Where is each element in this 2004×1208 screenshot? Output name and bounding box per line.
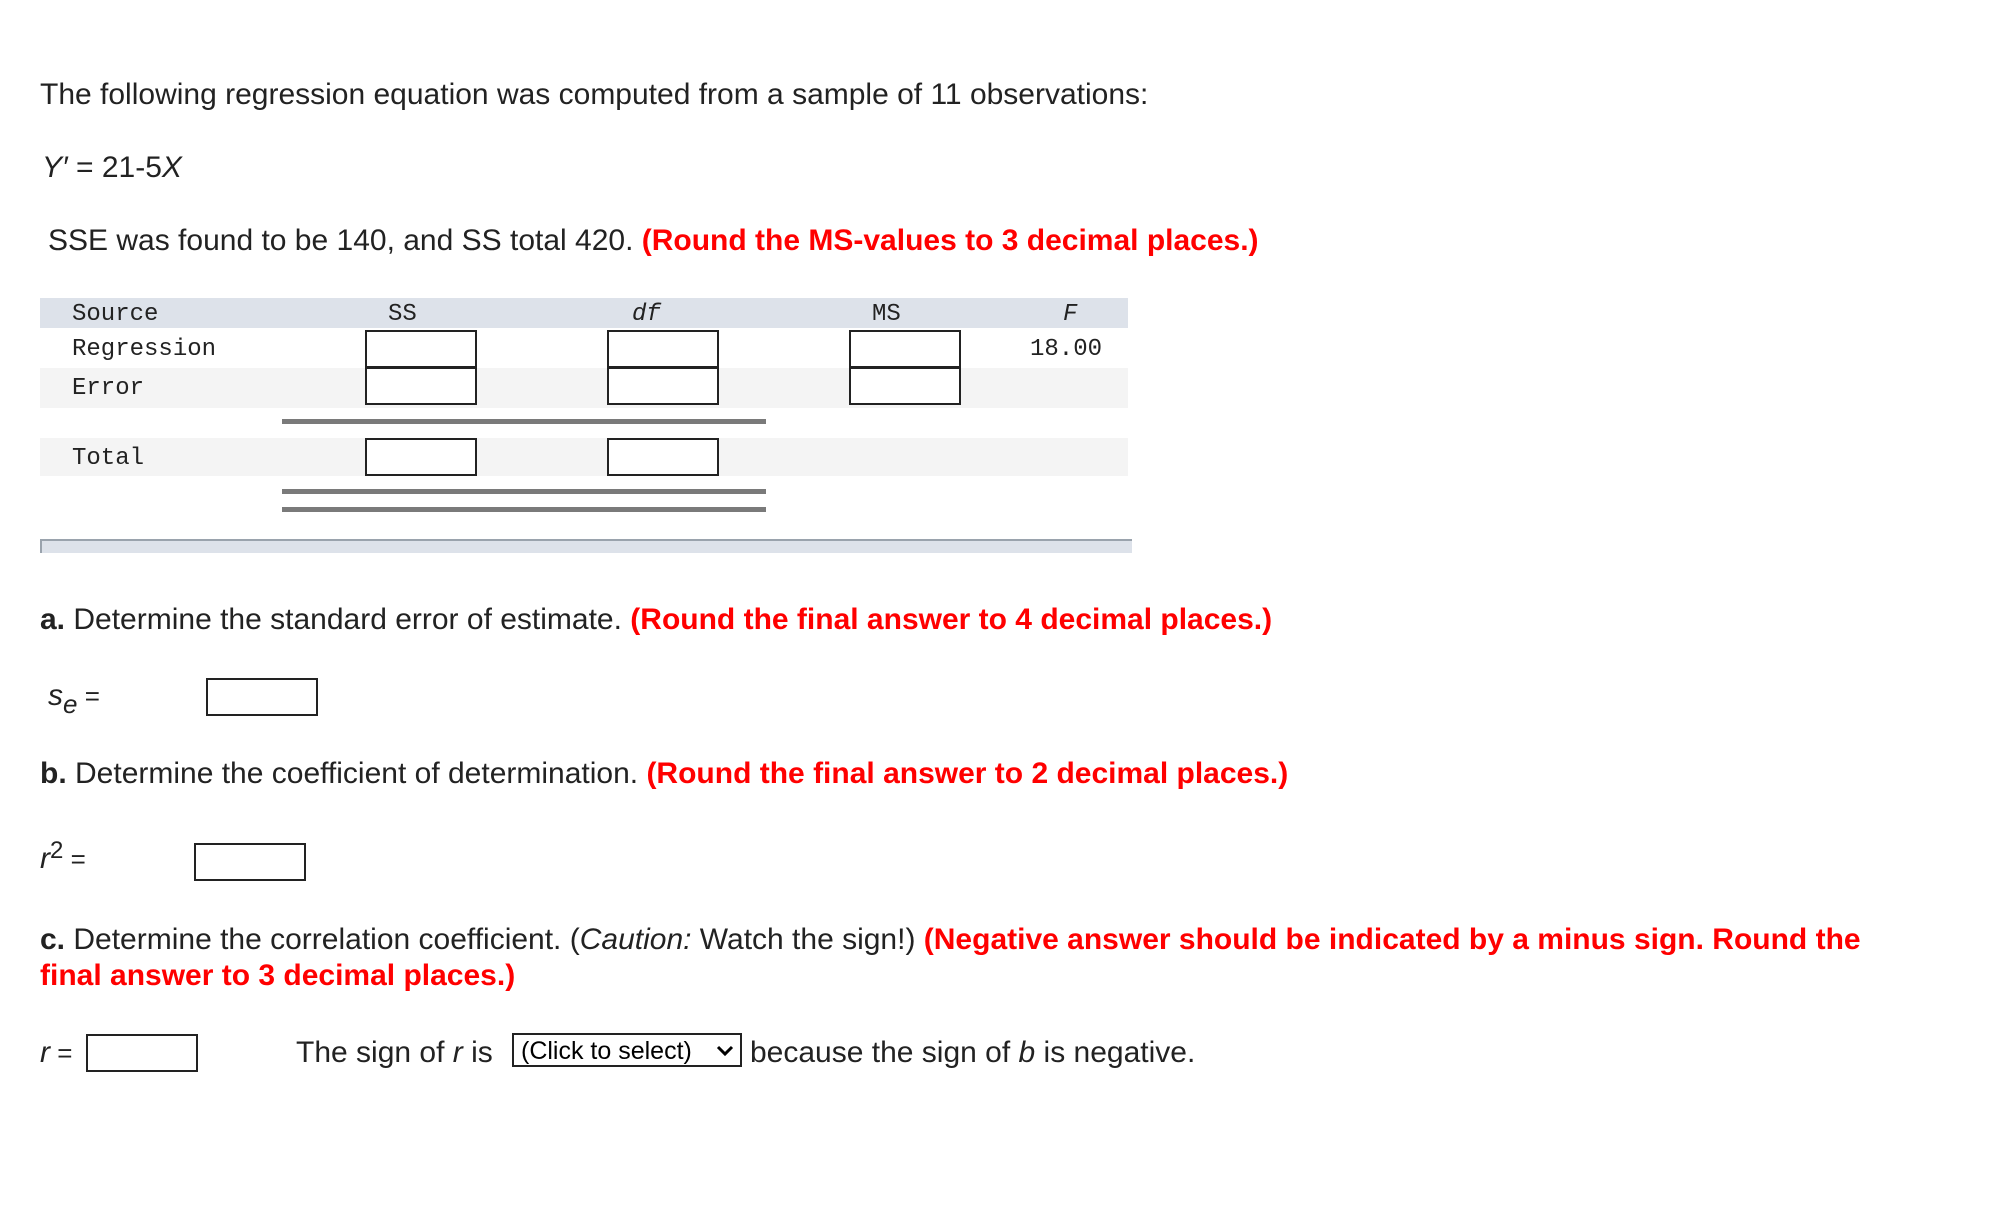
se-subscript: e <box>63 689 78 719</box>
header-source: Source <box>72 301 159 328</box>
table-header-row <box>40 298 1128 328</box>
se-equals: = <box>77 681 100 711</box>
part-c-note-line1: (Negative answer should be indicated by a minus sign. Round the <box>923 923 1861 956</box>
part-c-prompt <box>40 923 1861 957</box>
r-squared-input[interactable] <box>194 843 306 881</box>
total-rule-top <box>282 489 766 494</box>
total-rule-bottom <box>282 507 766 512</box>
r-squared-equals: = <box>63 844 86 874</box>
sum-rule <box>282 419 766 424</box>
regression-ss-input[interactable] <box>365 330 477 368</box>
regression-f-value: 18.00 <box>1030 336 1103 363</box>
error-df-input[interactable] <box>607 367 719 405</box>
table-row-error-bg <box>40 368 1128 408</box>
sign-sentence-end <box>750 1036 1195 1070</box>
r-squared-r: r <box>40 842 50 875</box>
r-squared-superscript: 2 <box>50 837 64 864</box>
table-row-total-bg <box>40 438 1128 476</box>
r-label <box>40 1036 72 1070</box>
regression-ms-input[interactable] <box>849 330 961 368</box>
sse-note: (Round the MS-values to 3 decimal places.) <box>641 224 1259 257</box>
header-ss: SS <box>388 301 417 328</box>
sign-text-2: is <box>462 1036 493 1069</box>
sign-sentence-start <box>296 1036 493 1070</box>
table-scrollbar[interactable] <box>40 539 1132 553</box>
sign-select-value: (Click to select) <box>521 1037 692 1065</box>
header-ms: MS <box>872 301 901 328</box>
part-c-note-line2: final answer to 3 decimal places.) <box>40 959 516 992</box>
sign-text-1: The sign of <box>296 1036 453 1069</box>
equation-rhs: = 21-5 <box>67 151 162 184</box>
part-a-prompt <box>40 603 1272 637</box>
part-b-prompt <box>40 757 1288 791</box>
part-c-caution: Caution: <box>579 923 692 956</box>
sign-b: b <box>1018 1036 1036 1069</box>
part-b-text: Determine the coefficient of determination. <box>66 757 647 790</box>
part-c-text-1: Determine the correlation coefficient. ( <box>65 923 580 956</box>
error-ms-input[interactable] <box>849 367 961 405</box>
row-label-total: Total <box>72 445 145 472</box>
intro-text: The following regression equation was computed from a sample of 11 observations: <box>40 78 1149 111</box>
part-a-letter: a. <box>40 603 66 636</box>
sign-r: r <box>452 1036 463 1069</box>
total-ss-input[interactable] <box>365 438 477 476</box>
chevron-down-icon <box>714 1038 736 1062</box>
sign-select[interactable] <box>512 1033 742 1067</box>
part-b-note: (Round the final answer to 2 decimal places.) <box>646 757 1289 790</box>
error-ss-input[interactable] <box>365 367 477 405</box>
total-df-input[interactable] <box>607 438 719 476</box>
equation-var: X <box>161 151 182 184</box>
regression-equation <box>42 151 182 185</box>
r-label-equals: = <box>50 1038 73 1068</box>
part-b-letter: b. <box>40 757 67 790</box>
se-label <box>48 679 100 719</box>
se-s: s <box>48 679 63 712</box>
sse-statement <box>48 224 1259 258</box>
equation-lhs: Y′ <box>42 151 68 184</box>
header-df: df <box>632 301 661 328</box>
row-label-regression: Regression <box>72 336 217 363</box>
se-input[interactable] <box>206 678 318 716</box>
part-c-text-2: Watch the sign!) <box>691 923 924 956</box>
sign-text-3: because the sign of <box>750 1036 1019 1069</box>
r-input[interactable] <box>86 1034 198 1072</box>
sse-text: SSE was found to be 140, and SS total 420. <box>48 224 642 257</box>
r-squared-label <box>40 837 86 876</box>
part-a-note: (Round the final answer to 4 decimal places.) <box>630 603 1273 636</box>
part-c-letter: c. <box>40 923 66 956</box>
regression-df-input[interactable] <box>607 330 719 368</box>
header-f: F <box>1063 301 1078 328</box>
r-label-r: r <box>40 1036 50 1069</box>
part-a-text: Determine the standard error of estimate. <box>65 603 631 636</box>
row-label-error: Error <box>72 375 145 402</box>
sign-text-4: is negative. <box>1035 1036 1196 1069</box>
